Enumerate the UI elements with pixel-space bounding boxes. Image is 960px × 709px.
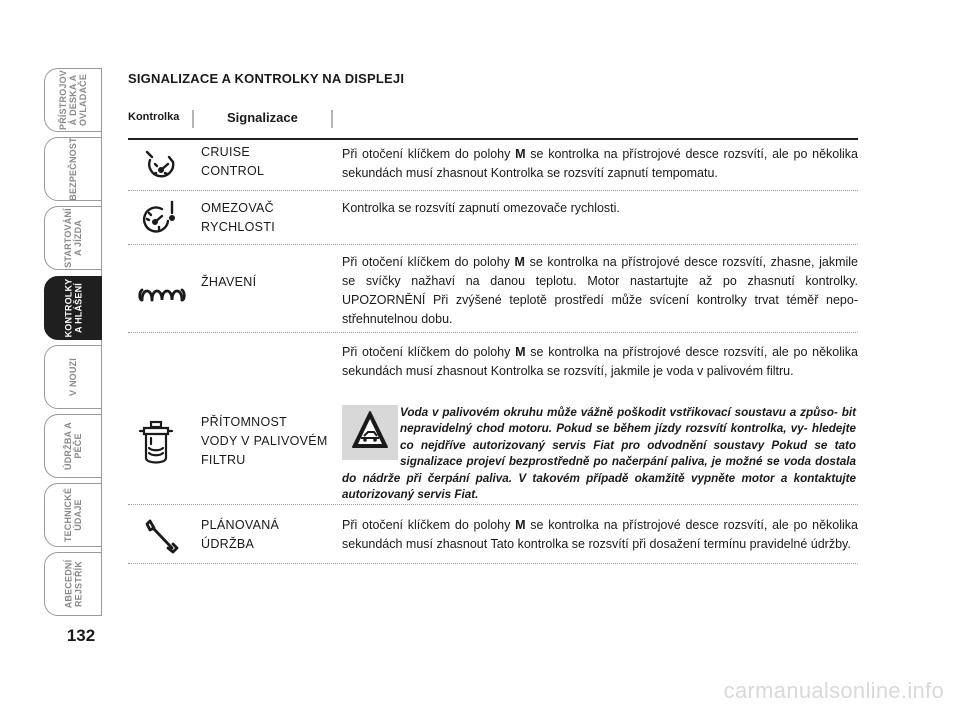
sidebar-tab[interactable] [44,345,102,409]
signal-description: Při otočení klíčkem do polohy M se kontrolka na přístrojové desce rozsvítí, ale po několika sekundách musí zhasnout Kontrolka se rozsvítí, jakmile je voda v palivovém filtru. [342,345,859,378]
name-line: PŘÍTOMNOST [201,415,288,429]
column-separator [192,110,194,128]
page-number: 132 [66,626,96,645]
signal-description: Kontrolka se rozsvítí zapnutí omezovače rychlosti. [342,201,620,215]
sidebar-tab-label: KONTROLKY A HLÁŠENÍ [63,278,83,338]
signal-name-cruise-control [201,143,264,181]
name-line: RYCHLOSTI [201,220,276,234]
column-header-signalizace: Signalizace [227,110,298,125]
sidebar-tab[interactable] [44,137,102,201]
sidebar-tab-label: ÚDRŽBA A PÉČE [63,422,83,470]
glow-plug-icon [138,282,186,311]
sidebar-tab-label: V NOUZI [68,358,78,396]
name-line: FILTRU [201,453,246,467]
sidebar-tab-label: ABECEDNÍ REJSTŘÍK [62,559,83,609]
name-line: PLÁNOVANÁ [201,518,280,532]
name-line: CRUISE [201,145,251,159]
page-title: SIGNALIZACE A KONTROLKY NA DISPLEJI [128,71,405,86]
column-separator [331,110,333,128]
signal-description: Při otočení klíčkem do polohy M se kontrolka na přístrojové desce rozsvítí, ale po několika sekundách musí zhasnout Kontrolka se rozsvítí zapnutí tempomatu. [342,147,859,180]
row-divider [128,190,858,191]
water-in-fuel-icon [138,420,174,475]
wrench-icon [144,518,180,559]
warning-triangle-icon [342,405,394,455]
sidebar-tab[interactable] [44,552,102,616]
sidebar-tab-label: PŘÍSTROJOV Á DESKA A OVLADAČE [58,69,89,131]
speed-limiter-icon [138,198,184,241]
signal-description: Při otočení klíčkem do polohy M se kontrolka na přístrojové desce rozsvítí, zhasne, jakmile se svíčky nažhaví na danou teplotu. Motor nastartujte až po zhasnutí kontrolky. UPOZORNĚNÍ Při zvýšené teplotě prostředí může svícení kontrolky trvat téměř nepo- střehnutelnou dobu. [342,255,858,326]
warning-text: Voda v palivovém okruhu může vážně poškodit vstřikovací soustavu a způso- bit nepravidelný chod motoru. Pokud se během jízdy rozsvítí kontrolka, vy- hledejte co nejdříve autorizovaný servis Fiat pro odvodnění soustavy Pokud se tato signalizace projeví bezprostředně po načerpání paliva, je možné se voda dostala do nádrže při čerpání paliva. V takovém případě okamžitě vypněte motor a kontaktujte autorizovaný servis Fiat. [342,406,856,502]
sidebar-tab-label: STARTOVÁNÍ A JÍZDA [63,208,84,268]
name-line: ÚDRŽBA [201,537,255,551]
signal-description: Při otočení klíčkem do polohy M se kontrolka na přístrojové desce rozsvítí, ale po několika sekundách musí zhasnout Tato kontrolka se rozsvítí při dosažení termínu pravidelné údržby. [342,518,859,551]
column-header-kontrolka: Kontrolka [128,111,180,123]
sidebar-tab[interactable] [44,483,102,547]
warning-note [342,405,858,502]
name-line: CONTROL [201,164,265,178]
sidebar-tab[interactable] [44,276,102,340]
sidebar-tab[interactable] [44,206,102,270]
name-line: VODY V PALIVOVÉM [201,434,328,448]
row-divider [128,244,858,245]
row-divider [128,504,858,505]
row-divider [128,563,858,564]
sidebar-tab[interactable] [44,414,102,478]
table-top-rule [128,138,858,140]
signal-name-water-in-fuel [201,413,328,470]
watermark: carmanualsonline.info [723,678,944,703]
sidebar-tab-label: BEZPEČNOST [68,137,79,201]
name-line: ŽHAVENÍ [201,275,257,289]
sidebar-tab-label: TECHNICKÉ ÚDAJE [63,487,83,543]
signal-name-glow-plug [201,273,256,292]
sidebar-tab[interactable] [44,68,102,132]
name-line: OMEZOVAČ [201,201,275,215]
row-divider [128,332,858,333]
signal-name-speed-limiter [201,199,275,237]
cruise-control-icon [140,148,182,189]
signal-name-maintenance [201,516,279,554]
